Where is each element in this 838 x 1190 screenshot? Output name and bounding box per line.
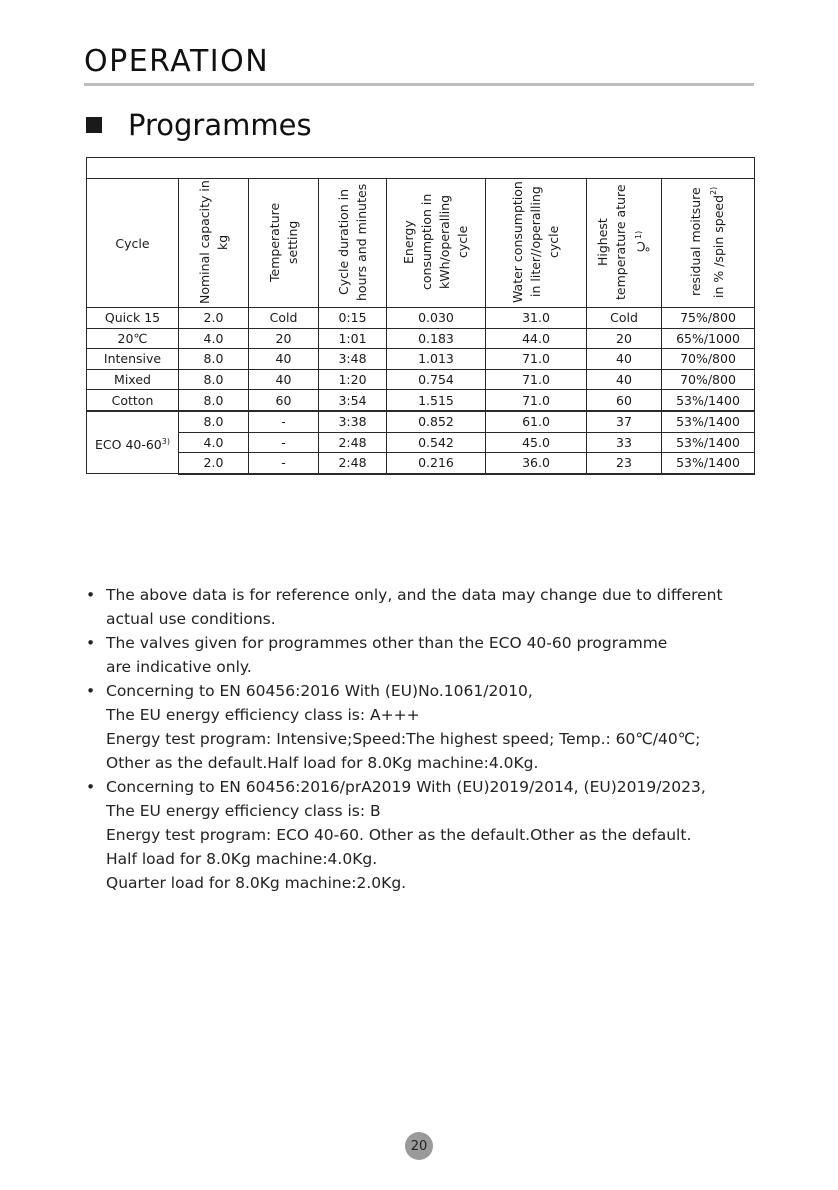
note-line: Energy test program: ECO 40-60. Other as the default.Other as the default. (106, 826, 692, 844)
table-row (87, 411, 755, 432)
cell-energy: 0.542 (387, 432, 486, 453)
cell-cycle: Cotton (87, 390, 179, 411)
bullet-icon: • (86, 634, 96, 652)
cell-temp: - (249, 453, 319, 474)
header-water: Water consumption in liter//operalling cycle (486, 179, 587, 308)
table-eco-rows (87, 411, 755, 474)
cell-duration: 3:54 (319, 390, 387, 411)
bullet-icon: • (86, 778, 96, 796)
cell-capacity: 4.0 (179, 328, 249, 349)
note-line: Quarter load for 8.0Kg machine:2.0Kg. (106, 874, 407, 892)
cell-energy: 1.515 (387, 390, 486, 411)
cell-moisture: 70%/800 (662, 349, 755, 370)
note-line: The valves given for programmes other than the ECO 40-60 programme (106, 634, 668, 652)
header-duration: Cycle duration in hours and minutes (319, 179, 387, 308)
table-row (87, 369, 755, 390)
cell-water: 61.0 (486, 411, 587, 432)
cell-temp: 40 (249, 349, 319, 370)
cell-water: 71.0 (486, 349, 587, 370)
cell-capacity: 8.0 (179, 390, 249, 411)
note-item (86, 679, 726, 775)
table-row (87, 432, 755, 453)
cell-temp: - (249, 411, 319, 432)
cell-highest: 23 (587, 453, 662, 474)
cell-energy: 0.852 (387, 411, 486, 432)
cell-temp: 20 (249, 328, 319, 349)
header-highest-temperature: Highest temperature ature ℃$^{1)}$ (587, 179, 662, 308)
note-line: Concerning to EN 60456:2016 With (EU)No.1061/2010, (106, 682, 533, 700)
cell-highest: 40 (587, 349, 662, 370)
note-item (86, 775, 726, 895)
section-heading (86, 108, 312, 142)
cell-cycle-eco: ECO 40-60$^{3)}$ (87, 411, 179, 474)
cell-duration: 3:38 (319, 411, 387, 432)
cell-highest: 40 (587, 369, 662, 390)
cell-capacity: 8.0 (179, 369, 249, 390)
page-header-title: OPERATION (84, 44, 270, 79)
cell-duration: 1:01 (319, 328, 387, 349)
cell-water: 71.0 (486, 369, 587, 390)
table-blank-row (87, 158, 755, 179)
bullet-icon: • (86, 682, 96, 700)
cell-duration: 1:20 (319, 369, 387, 390)
cell-energy: 0.183 (387, 328, 486, 349)
cell-energy: 1.013 (387, 349, 486, 370)
note-line: Other as the default.Half load for 8.0Kg machine:4.0Kg. (106, 754, 539, 772)
table-row (87, 308, 755, 329)
cell-moisture: 53%/1400 (662, 453, 755, 474)
cell-energy: 0.216 (387, 453, 486, 474)
cell-water: 31.0 (486, 308, 587, 329)
cell-temp: Cold (249, 308, 319, 329)
cell-capacity: 2.0 (179, 453, 249, 474)
cell-temp: 40 (249, 369, 319, 390)
cell-moisture: 53%/1400 (662, 390, 755, 411)
note-item (86, 583, 726, 631)
cell-cycle: Quick 15 (87, 308, 179, 329)
cell-moisture: 53%/1400 (662, 432, 755, 453)
table-main-rows (87, 308, 755, 411)
cell-water: 71.0 (486, 390, 587, 411)
header-residual-moisture: residual moitsure in % /spin speed$^{2)}$ (662, 179, 755, 308)
cell-energy: 0.030 (387, 308, 486, 329)
cell-cycle: 20℃ (87, 328, 179, 349)
cell-duration: 2:48 (319, 453, 387, 474)
cell-moisture: 65%/1000 (662, 328, 755, 349)
cell-temp: 60 (249, 390, 319, 411)
note-line: The above data is for reference only, and the data may change due to different (106, 586, 723, 604)
cell-duration: 2:48 (319, 432, 387, 453)
notes-list (86, 583, 726, 895)
cell-moisture: 53%/1400 (662, 411, 755, 432)
section-title: Programmes (128, 108, 312, 142)
cell-duration: 0:15 (319, 308, 387, 329)
cell-cycle: Mixed (87, 369, 179, 390)
note-line: actual use conditions. (106, 610, 276, 628)
cell-water: 45.0 (486, 432, 587, 453)
bullet-icon: • (86, 586, 96, 604)
note-line: The EU energy efficiency class is: B (106, 802, 381, 820)
cell-highest: Cold (587, 308, 662, 329)
note-line: The EU energy efficiency class is: A+++ (106, 706, 420, 724)
header-divider (84, 83, 754, 86)
header-energy: Energy consumption in kWh/operalling cycle (387, 179, 486, 308)
cell-cycle: Intensive (87, 349, 179, 370)
cell-highest: 37 (587, 411, 662, 432)
note-line: Concerning to EN 60456:2016/prA2019 With (EU)2019/2014, (EU)2019/2023, (106, 778, 706, 796)
cell-water: 36.0 (486, 453, 587, 474)
section-square-icon (86, 117, 102, 133)
table-row (87, 390, 755, 411)
note-item (86, 631, 726, 679)
table-row (87, 349, 755, 370)
cell-capacity: 4.0 (179, 432, 249, 453)
cell-temp: - (249, 432, 319, 453)
table-header-row (87, 179, 755, 308)
note-line: are indicative only. (106, 658, 252, 676)
page-number: 20 (405, 1132, 433, 1160)
programmes-table (86, 157, 755, 475)
cell-moisture: 70%/800 (662, 369, 755, 390)
cell-highest: 20 (587, 328, 662, 349)
cell-water: 44.0 (486, 328, 587, 349)
cell-moisture: 75%/800 (662, 308, 755, 329)
cell-highest: 33 (587, 432, 662, 453)
cell-capacity: 8.0 (179, 349, 249, 370)
note-line: Energy test program: Intensive;Speed:The highest speed; Temp.: 60℃/40℃; (106, 730, 701, 748)
header-capacity: Nominal capacity in kg (179, 179, 249, 308)
table-row (87, 328, 755, 349)
cell-capacity: 2.0 (179, 308, 249, 329)
header-temperature-setting: Temperature setting (249, 179, 319, 308)
cell-capacity: 8.0 (179, 411, 249, 432)
table-row (87, 453, 755, 474)
cell-duration: 3:48 (319, 349, 387, 370)
cell-highest: 60 (587, 390, 662, 411)
note-line: Half load for 8.0Kg machine:4.0Kg. (106, 850, 378, 868)
header-cycle: Cycle (87, 179, 179, 308)
cell-energy: 0.754 (387, 369, 486, 390)
